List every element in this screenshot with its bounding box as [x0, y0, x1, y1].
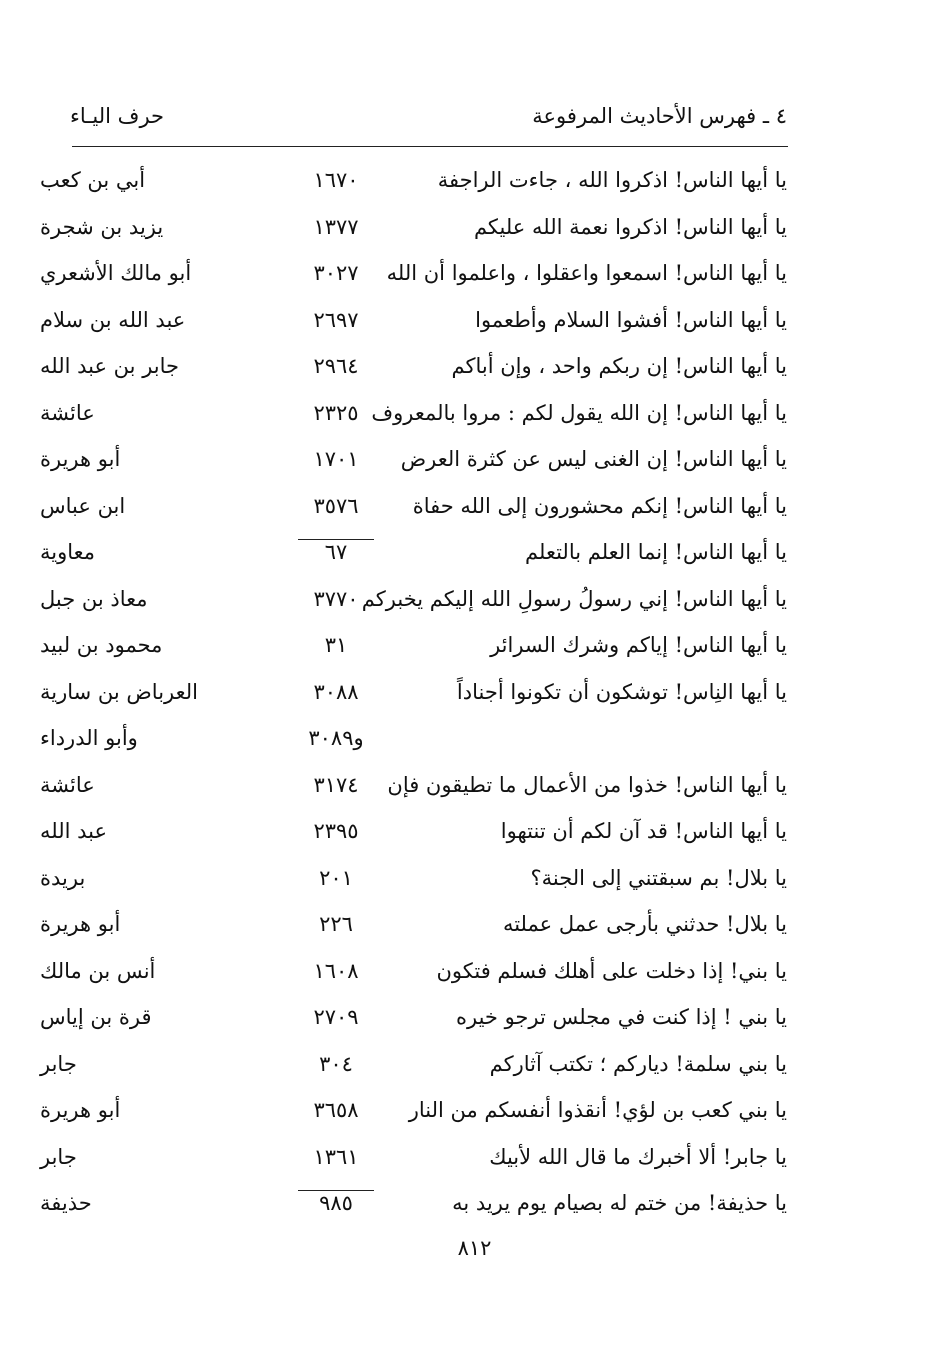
- narrator-name: جابر بن عبد الله: [40, 354, 180, 378]
- narrator-name: أبو هريرة: [40, 447, 121, 471]
- hadith-text: يا أيها الناس! إن الله يقول لكم : مروا بالمعروف: [371, 400, 787, 425]
- index-row: [0, 583, 949, 630]
- hadith-number: ٣٠٨٨: [313, 679, 359, 704]
- hadith-text: يا أيها الناس! اذكروا نعمة الله عليكم: [473, 214, 787, 239]
- narrator-name: جابر: [40, 1051, 77, 1076]
- narrator-name: جابر: [40, 1144, 77, 1169]
- index-row: [0, 629, 949, 676]
- letter-title: حرف اليـاء: [70, 104, 165, 128]
- hadith-number: ١٣٧٧: [313, 214, 359, 239]
- hadith-number: ٣١: [324, 633, 348, 657]
- narrator-name: قرة بن إياس: [40, 1005, 152, 1029]
- hadith-number: ٢٧٠٩: [313, 1005, 359, 1029]
- hadith-text: يا أيها الناس! أفشوا السلام وأطعموا: [475, 307, 787, 332]
- hadith-number: ٣٠٤: [319, 1051, 353, 1076]
- hadith-number: ٢٦٩٧: [313, 307, 359, 332]
- narrator-name: حذيفة: [40, 1191, 92, 1215]
- hadith-number: ٣٦٥٨: [313, 1098, 359, 1122]
- index-row: [0, 862, 949, 909]
- index-row: [0, 257, 949, 304]
- hadith-number: و٣٠٨٩: [308, 726, 364, 750]
- narrator-name: بريدة: [40, 865, 86, 890]
- hadith-text: يا بني ! إذا كنت في مجلس ترجو خيره: [456, 1005, 787, 1029]
- hadith-number: ٣١٧٤: [313, 772, 359, 797]
- hadith-number: ٢٩٦٤: [313, 354, 359, 378]
- hadith-text: يا أيها الناس! خذوا من الأعمال ما تطيقون فإن: [387, 772, 787, 797]
- section-title: ٤ ـ فهرس الأحاديث المرفوعة: [532, 104, 787, 128]
- hadith-text: يا جابر! ألا أخبرك ما قال الله لأبيك: [489, 1144, 787, 1169]
- hadith-text: يا أيها الناس! قد آن لكم أن تنتهوا: [500, 819, 787, 843]
- hadith-number: ٢٢٦: [319, 912, 353, 936]
- hadith-text: يا أيها الناس! اذكروا الله ، جاءت الراجفة: [437, 168, 787, 192]
- narrator-name: أبو مالك الأشعري: [40, 261, 192, 285]
- index-row: [0, 722, 949, 769]
- narrator-name: معاوية: [40, 540, 96, 564]
- narrator-name: عائشة: [40, 772, 95, 797]
- hadith-text: يا أيها الناس! إن ربكم واحد ، وإن أباكم: [451, 354, 787, 378]
- hadith-text: يا بني! إذا دخلت على أهلك فسلم فتكون: [436, 958, 787, 983]
- index-row: [0, 1094, 949, 1141]
- index-row: [0, 164, 949, 211]
- narrator-name: يزيد بن شجرة: [40, 214, 164, 239]
- hadith-number: ٢٣٩٥: [313, 819, 359, 843]
- narrator-name: معاذ بن جبل: [40, 586, 148, 611]
- hadith-text: يا أيها النِاس! توشكون أن تكونوا أجناداً: [456, 679, 787, 704]
- index-row: [0, 1187, 949, 1234]
- hadith-text: يا أيها الناس! إنكم محشورون إلى الله حفاة: [412, 493, 787, 518]
- hadith-number: ٣٧٧٠: [313, 586, 359, 611]
- hadith-text: يا أيها الناس! اسمعوا واعقلوا ، واعلموا أن الله: [386, 261, 787, 285]
- index-row: [0, 211, 949, 258]
- hadith-index-list: [0, 164, 949, 1234]
- hadith-text: يا أيها الناس! إنما العلم بالتعلم: [525, 540, 787, 564]
- index-row: [0, 1048, 949, 1095]
- hadith-text: يا أيها الناس! إني رسولُ رسولِ الله إليكم يخبركم: [361, 586, 787, 611]
- hadith-text: يا بني سلمة! دياركم ؛ تكتب آثاركم: [489, 1051, 787, 1076]
- hadith-text: يا أيها الناس! إياكم وشرك السرائر: [490, 633, 787, 657]
- narrator-name: عبد الله: [40, 819, 108, 843]
- index-row: [0, 815, 949, 862]
- hadith-number: ٦٧: [298, 539, 374, 564]
- hadith-text: يا بلال! بم سبقتني إلى الجنة؟: [530, 865, 787, 890]
- header-rule: [72, 146, 788, 147]
- hadith-number: ١٧٠١: [313, 447, 359, 471]
- index-row: [0, 536, 949, 583]
- hadith-text: يا بلال! حدثني بأرجى عمل عملته: [502, 912, 787, 936]
- hadith-number: ٢٣٢٥: [313, 400, 359, 425]
- index-row: [0, 443, 949, 490]
- index-row: [0, 769, 949, 816]
- narrator-name: وأبو الدرداء: [40, 726, 138, 750]
- index-row: [0, 350, 949, 397]
- narrator-name: عائشة: [40, 400, 95, 425]
- narrator-name: أبي بن كعب: [40, 168, 146, 192]
- narrator-name: أبو هريرة: [40, 1098, 121, 1122]
- index-row: [0, 955, 949, 1002]
- narrator-name: ابن عباس: [40, 493, 126, 518]
- hadith-number: ٣٥٧٦: [313, 493, 359, 518]
- hadith-text: يا أيها الناس! إن الغنى ليس عن كثرة العرض: [400, 447, 787, 471]
- index-row: [0, 1001, 949, 1048]
- hadith-number: ٩٨٥: [298, 1190, 374, 1215]
- index-row: [0, 304, 949, 351]
- index-row: [0, 490, 949, 537]
- hadith-text: يا بني كعب بن لؤي! أنقذوا أنفسكم من النار: [408, 1098, 787, 1122]
- hadith-number: ١٦٠٨: [313, 958, 359, 983]
- index-row: [0, 397, 949, 444]
- hadith-number: ٢٠١: [319, 865, 353, 890]
- hadith-number: ٣٠٢٧: [313, 261, 359, 285]
- hadith-text: يا حذيفة! من ختم له بصيام يوم يريد به: [452, 1191, 787, 1215]
- index-row: [0, 676, 949, 723]
- narrator-name: محمود بن لبيد: [40, 633, 163, 657]
- narrator-name: عبد الله بن سلام: [40, 307, 186, 332]
- narrator-name: أبو هريرة: [40, 912, 121, 936]
- index-row: [0, 908, 949, 955]
- hadith-number: ١٣٦١: [313, 1144, 359, 1169]
- index-row: [0, 1141, 949, 1188]
- page-number: ٨١٢: [457, 1236, 492, 1260]
- narrator-name: أنس بن مالك: [40, 958, 156, 983]
- hadith-number: ١٦٧٠: [313, 168, 359, 192]
- narrator-name: العرباض بن سارية: [40, 679, 199, 704]
